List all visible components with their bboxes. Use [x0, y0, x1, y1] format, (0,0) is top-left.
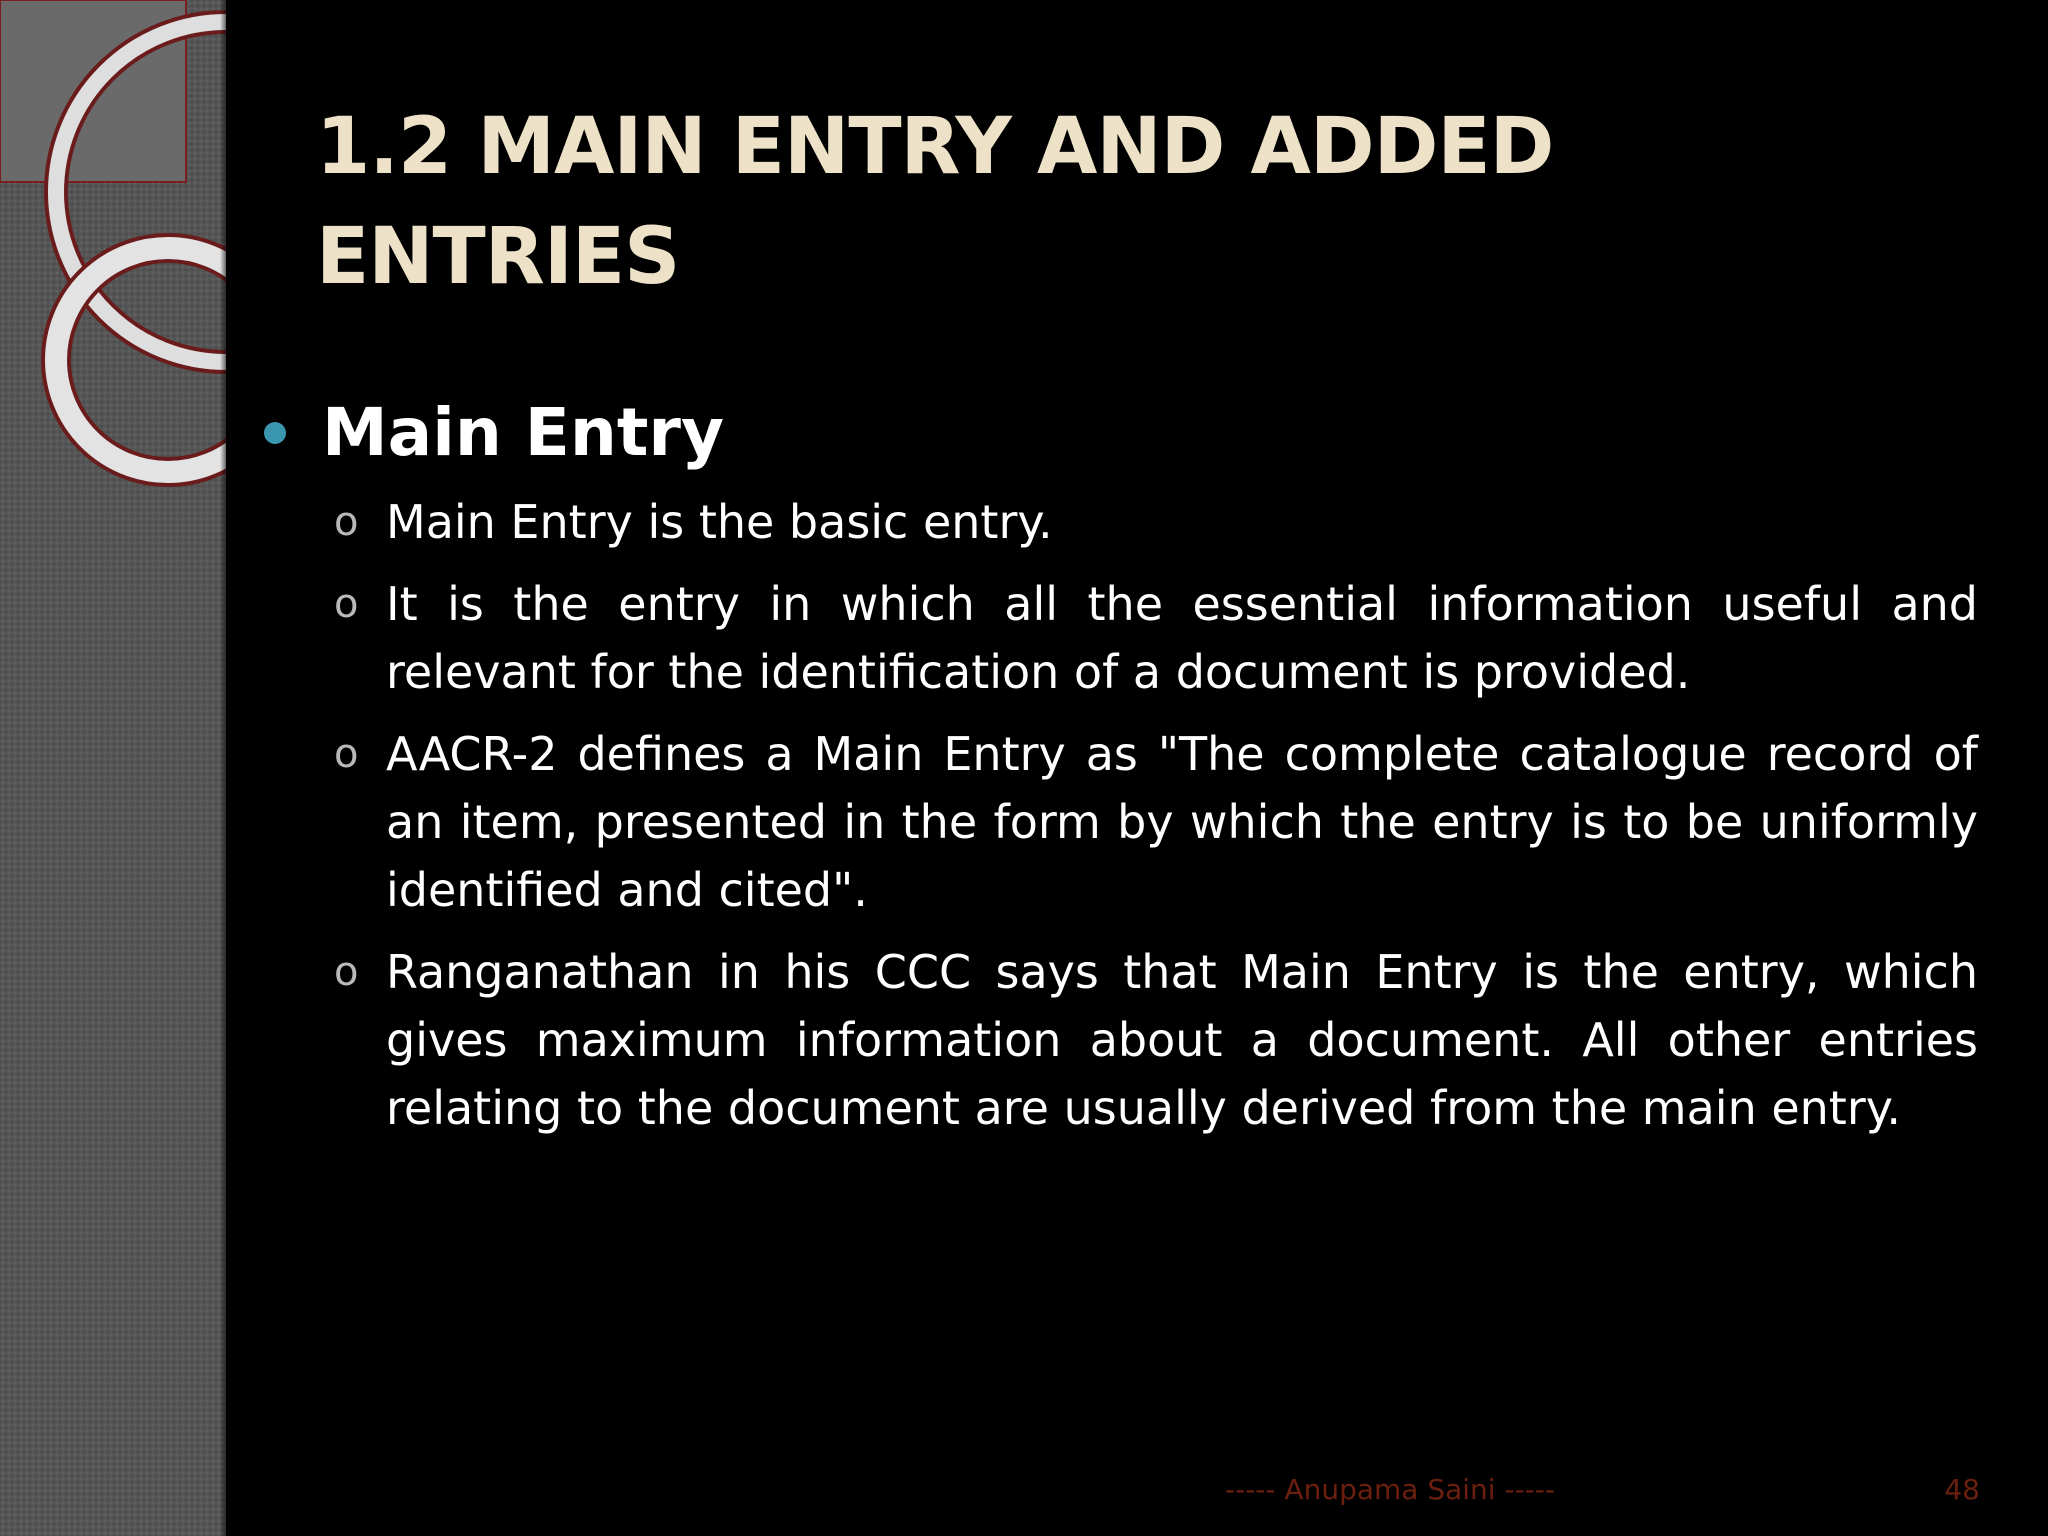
bullet-dot-icon	[264, 422, 286, 444]
circle-bullet-icon: o	[334, 581, 359, 627]
sub-bullet-item	[264, 720, 1978, 924]
sub-bullet-item	[264, 938, 1978, 1142]
sub-bullet-list	[264, 488, 1978, 1142]
sub-bullet-item	[264, 488, 1978, 556]
sub-bullet-text: Ranganathan in his CCC says that Main Entry is the entry, which gives maximum information about a document. All other entries relating to the document are usually derived from the main entry.	[386, 945, 1978, 1135]
sub-bullet-text: AACR-2 defines a Main Entry as "The complete catalogue record of an item, presented in the form by which the entry is to be uniformly identified and cited".	[386, 727, 1978, 917]
footer-author: ----- Anupama Saini -----	[1225, 1473, 1555, 1506]
sub-bullet-text: It is the entry in which all the essential information useful and relevant for the identification of a document is provided.	[386, 577, 1978, 699]
circle-bullet-icon: o	[334, 499, 359, 545]
sub-bullet-item	[264, 570, 1978, 706]
decorative-side-panel	[0, 0, 226, 1536]
circle-bullet-icon: o	[334, 949, 359, 995]
bullet-heading: Main Entry	[322, 394, 724, 471]
sub-bullet-text: Main Entry is the basic entry.	[386, 495, 1053, 549]
slide-content	[264, 378, 1978, 1142]
slide-title: 1.2 MAIN ENTRY AND ADDED ENTRIES	[316, 102, 1554, 302]
decorative-rings	[0, 0, 226, 500]
bullet-main-entry	[264, 378, 1978, 488]
page-number: 48	[1944, 1473, 1980, 1506]
circle-bullet-icon: o	[334, 731, 359, 777]
